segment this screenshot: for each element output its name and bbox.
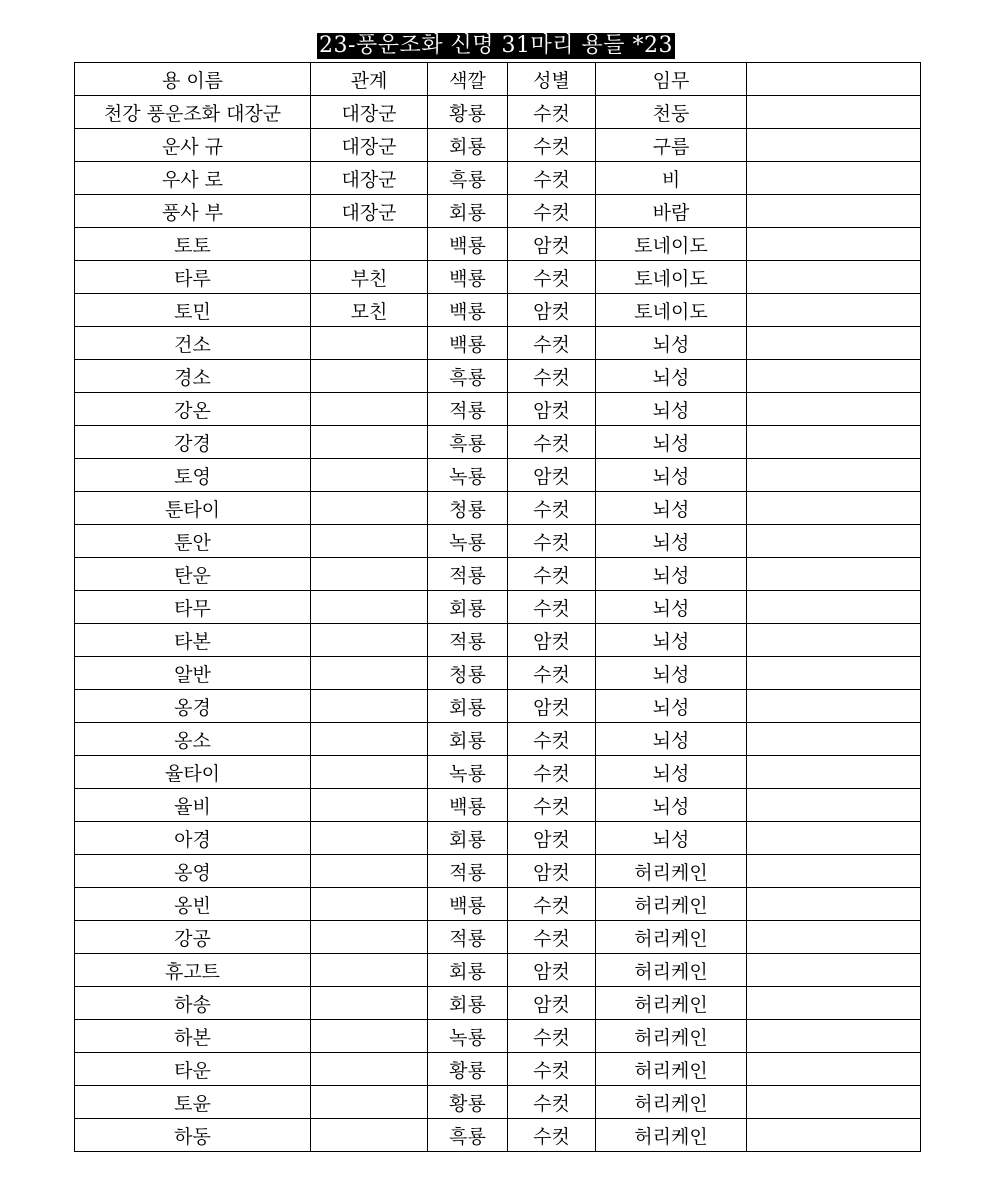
cell-sex: 암컷 <box>508 987 596 1020</box>
cell-blank <box>747 195 921 228</box>
table-row <box>75 888 921 921</box>
cell-color: 녹룡 <box>428 1020 508 1053</box>
cell-relation: 대장군 <box>311 162 428 195</box>
cell-sex: 수컷 <box>508 756 596 789</box>
cell-color: 청룡 <box>428 657 508 690</box>
cell-blank <box>747 822 921 855</box>
cell-duty: 뇌성 <box>596 360 747 393</box>
cell-sex: 수컷 <box>508 657 596 690</box>
cell-name: 우사 로 <box>75 162 311 195</box>
cell-name: 토윤 <box>75 1086 311 1119</box>
cell-sex: 수컷 <box>508 261 596 294</box>
cell-duty: 뇌성 <box>596 591 747 624</box>
cell-sex: 수컷 <box>508 129 596 162</box>
cell-name: 토민 <box>75 294 311 327</box>
table-row <box>75 426 921 459</box>
cell-relation <box>311 690 428 723</box>
table-row <box>75 591 921 624</box>
cell-relation <box>311 492 428 525</box>
cell-name: 토토 <box>75 228 311 261</box>
cell-name: 풍사 부 <box>75 195 311 228</box>
table-row <box>75 624 921 657</box>
cell-sex: 수컷 <box>508 723 596 756</box>
table-row <box>75 162 921 195</box>
cell-color: 회룡 <box>428 195 508 228</box>
cell-blank <box>747 129 921 162</box>
cell-color: 회룡 <box>428 822 508 855</box>
cell-sex: 수컷 <box>508 327 596 360</box>
cell-color: 백룡 <box>428 327 508 360</box>
cell-relation <box>311 1119 428 1152</box>
table-row <box>75 294 921 327</box>
cell-color: 황룡 <box>428 1086 508 1119</box>
cell-blank <box>747 723 921 756</box>
cell-sex: 암컷 <box>508 624 596 657</box>
cell-blank <box>747 987 921 1020</box>
header-color: 색깔 <box>428 63 508 96</box>
cell-duty: 허리케인 <box>596 954 747 987</box>
cell-sex: 암컷 <box>508 459 596 492</box>
cell-duty: 허리케인 <box>596 987 747 1020</box>
cell-relation <box>311 360 428 393</box>
cell-name: 타운 <box>75 1053 311 1086</box>
cell-duty: 뇌성 <box>596 756 747 789</box>
cell-blank <box>747 558 921 591</box>
cell-duty: 허리케인 <box>596 1020 747 1053</box>
cell-color: 녹룡 <box>428 756 508 789</box>
cell-duty: 뇌성 <box>596 459 747 492</box>
cell-sex: 암컷 <box>508 690 596 723</box>
cell-relation <box>311 756 428 789</box>
cell-sex: 암컷 <box>508 822 596 855</box>
cell-sex: 수컷 <box>508 195 596 228</box>
cell-relation <box>311 888 428 921</box>
cell-name: 타루 <box>75 261 311 294</box>
cell-color: 적룡 <box>428 624 508 657</box>
cell-sex: 수컷 <box>508 558 596 591</box>
cell-blank <box>747 591 921 624</box>
cell-name: 하동 <box>75 1119 311 1152</box>
cell-sex: 수컷 <box>508 591 596 624</box>
table-row <box>75 327 921 360</box>
cell-name: 하본 <box>75 1020 311 1053</box>
cell-relation <box>311 426 428 459</box>
header-name: 용 이름 <box>75 63 311 96</box>
cell-duty: 천둥 <box>596 96 747 129</box>
cell-name: 율타이 <box>75 756 311 789</box>
cell-relation <box>311 987 428 1020</box>
cell-name: 타본 <box>75 624 311 657</box>
cell-relation <box>311 723 428 756</box>
table-row <box>75 492 921 525</box>
cell-sex: 수컷 <box>508 1020 596 1053</box>
cell-blank <box>747 492 921 525</box>
cell-sex: 수컷 <box>508 888 596 921</box>
cell-sex: 수컷 <box>508 162 596 195</box>
table-row <box>75 1086 921 1119</box>
cell-sex: 암컷 <box>508 294 596 327</box>
header-duty: 임무 <box>596 63 747 96</box>
table-row <box>75 789 921 822</box>
cell-blank <box>747 426 921 459</box>
table-row <box>75 987 921 1020</box>
cell-sex: 수컷 <box>508 426 596 459</box>
cell-sex: 암컷 <box>508 228 596 261</box>
cell-color: 회룡 <box>428 987 508 1020</box>
cell-duty: 허리케인 <box>596 1119 747 1152</box>
cell-relation <box>311 228 428 261</box>
cell-sex: 수컷 <box>508 1119 596 1152</box>
cell-duty: 구름 <box>596 129 747 162</box>
cell-name: 하송 <box>75 987 311 1020</box>
table-row <box>75 690 921 723</box>
cell-blank <box>747 261 921 294</box>
cell-relation <box>311 393 428 426</box>
cell-duty: 허리케인 <box>596 1086 747 1119</box>
cell-duty: 허리케인 <box>596 1053 747 1086</box>
cell-relation: 대장군 <box>311 96 428 129</box>
cell-color: 백룡 <box>428 294 508 327</box>
table-row <box>75 261 921 294</box>
cell-color: 백룡 <box>428 261 508 294</box>
cell-duty: 뇌성 <box>596 558 747 591</box>
cell-color: 청룡 <box>428 492 508 525</box>
table-row <box>75 756 921 789</box>
table-row <box>75 954 921 987</box>
table-row <box>75 657 921 690</box>
cell-duty: 뇌성 <box>596 690 747 723</box>
header-sex: 성별 <box>508 63 596 96</box>
cell-blank <box>747 294 921 327</box>
cell-duty: 뇌성 <box>596 426 747 459</box>
cell-blank <box>747 360 921 393</box>
header-relation: 관계 <box>311 63 428 96</box>
cell-color: 흑룡 <box>428 360 508 393</box>
cell-name: 옹경 <box>75 690 311 723</box>
cell-color: 황룡 <box>428 96 508 129</box>
cell-relation: 대장군 <box>311 129 428 162</box>
cell-color: 회룡 <box>428 690 508 723</box>
cell-sex: 암컷 <box>508 954 596 987</box>
cell-name: 강공 <box>75 921 311 954</box>
cell-relation <box>311 657 428 690</box>
cell-blank <box>747 393 921 426</box>
cell-relation <box>311 921 428 954</box>
cell-name: 율비 <box>75 789 311 822</box>
dragon-table <box>74 62 921 1152</box>
cell-duty: 뇌성 <box>596 789 747 822</box>
cell-blank <box>747 327 921 360</box>
cell-duty: 뇌성 <box>596 822 747 855</box>
cell-color: 회룡 <box>428 129 508 162</box>
cell-relation <box>311 558 428 591</box>
table-row <box>75 195 921 228</box>
cell-blank <box>747 162 921 195</box>
cell-sex: 수컷 <box>508 492 596 525</box>
cell-duty: 뇌성 <box>596 657 747 690</box>
cell-blank <box>747 1119 921 1152</box>
cell-relation <box>311 459 428 492</box>
cell-color: 흑룡 <box>428 1119 508 1152</box>
cell-relation <box>311 1086 428 1119</box>
cell-blank <box>747 228 921 261</box>
cell-color: 흑룡 <box>428 162 508 195</box>
cell-blank <box>747 459 921 492</box>
cell-relation <box>311 327 428 360</box>
cell-relation <box>311 789 428 822</box>
cell-duty: 뇌성 <box>596 525 747 558</box>
cell-blank <box>747 954 921 987</box>
cell-relation <box>311 525 428 558</box>
cell-sex: 수컷 <box>508 1053 596 1086</box>
table-row <box>75 96 921 129</box>
cell-duty: 허리케인 <box>596 888 747 921</box>
header-blank <box>747 63 921 96</box>
cell-color: 적룡 <box>428 558 508 591</box>
cell-blank <box>747 1086 921 1119</box>
cell-color: 백룡 <box>428 789 508 822</box>
cell-blank <box>747 1020 921 1053</box>
cell-sex: 수컷 <box>508 1086 596 1119</box>
cell-duty: 토네이도 <box>596 294 747 327</box>
cell-relation: 대장군 <box>311 195 428 228</box>
document-title: 23-풍운조화 신명 31마리 용들 *23 <box>319 33 673 58</box>
cell-color: 적룡 <box>428 921 508 954</box>
cell-name: 툰타이 <box>75 492 311 525</box>
table-row <box>75 1020 921 1053</box>
cell-name: 툰안 <box>75 525 311 558</box>
cell-relation <box>311 954 428 987</box>
cell-color: 녹룡 <box>428 459 508 492</box>
cell-duty: 뇌성 <box>596 492 747 525</box>
cell-color: 회룡 <box>428 954 508 987</box>
cell-blank <box>747 888 921 921</box>
table-row <box>75 129 921 162</box>
cell-duty: 허리케인 <box>596 855 747 888</box>
cell-relation: 모친 <box>311 294 428 327</box>
cell-name: 타무 <box>75 591 311 624</box>
cell-sex: 암컷 <box>508 393 596 426</box>
cell-name: 옹영 <box>75 855 311 888</box>
cell-sex: 수컷 <box>508 525 596 558</box>
cell-color: 흑룡 <box>428 426 508 459</box>
cell-name: 알반 <box>75 657 311 690</box>
table-row <box>75 1119 921 1152</box>
cell-sex: 암컷 <box>508 855 596 888</box>
cell-relation: 부친 <box>311 261 428 294</box>
table-row <box>75 1053 921 1086</box>
cell-blank <box>747 921 921 954</box>
title-container <box>0 33 992 59</box>
cell-color: 백룡 <box>428 888 508 921</box>
cell-blank <box>747 855 921 888</box>
cell-duty: 허리케인 <box>596 921 747 954</box>
cell-name: 옹소 <box>75 723 311 756</box>
table-row <box>75 459 921 492</box>
cell-name: 강경 <box>75 426 311 459</box>
cell-name: 탄운 <box>75 558 311 591</box>
cell-color: 적룡 <box>428 855 508 888</box>
cell-color: 백룡 <box>428 228 508 261</box>
cell-relation <box>311 822 428 855</box>
cell-duty: 비 <box>596 162 747 195</box>
cell-blank <box>747 624 921 657</box>
cell-name: 천강 풍운조화 대장군 <box>75 96 311 129</box>
table-row <box>75 855 921 888</box>
cell-sex: 수컷 <box>508 96 596 129</box>
cell-duty: 뇌성 <box>596 393 747 426</box>
cell-name: 운사 규 <box>75 129 311 162</box>
cell-blank <box>747 690 921 723</box>
cell-relation <box>311 1053 428 1086</box>
table-row <box>75 228 921 261</box>
cell-blank <box>747 789 921 822</box>
cell-duty: 뇌성 <box>596 327 747 360</box>
cell-color: 회룡 <box>428 723 508 756</box>
table-row <box>75 822 921 855</box>
cell-blank <box>747 1053 921 1086</box>
cell-duty: 뇌성 <box>596 624 747 657</box>
cell-name: 옹빈 <box>75 888 311 921</box>
cell-relation <box>311 855 428 888</box>
cell-name: 경소 <box>75 360 311 393</box>
cell-relation <box>311 624 428 657</box>
cell-color: 녹룡 <box>428 525 508 558</box>
cell-color: 회룡 <box>428 591 508 624</box>
cell-blank <box>747 96 921 129</box>
table-row <box>75 525 921 558</box>
cell-name: 건소 <box>75 327 311 360</box>
cell-name: 휴고트 <box>75 954 311 987</box>
cell-blank <box>747 657 921 690</box>
table-row <box>75 393 921 426</box>
cell-color: 적룡 <box>428 393 508 426</box>
cell-sex: 수컷 <box>508 789 596 822</box>
cell-sex: 수컷 <box>508 360 596 393</box>
cell-duty: 토네이도 <box>596 261 747 294</box>
cell-duty: 바람 <box>596 195 747 228</box>
table-header-row <box>75 63 921 96</box>
table-row <box>75 360 921 393</box>
cell-name: 아경 <box>75 822 311 855</box>
cell-relation <box>311 1020 428 1053</box>
cell-duty: 뇌성 <box>596 723 747 756</box>
cell-sex: 수컷 <box>508 921 596 954</box>
cell-blank <box>747 525 921 558</box>
table-row <box>75 558 921 591</box>
cell-relation <box>311 591 428 624</box>
table-row <box>75 723 921 756</box>
cell-duty: 토네이도 <box>596 228 747 261</box>
table-row <box>75 921 921 954</box>
cell-name: 강온 <box>75 393 311 426</box>
cell-blank <box>747 756 921 789</box>
cell-color: 황룡 <box>428 1053 508 1086</box>
cell-name: 토영 <box>75 459 311 492</box>
